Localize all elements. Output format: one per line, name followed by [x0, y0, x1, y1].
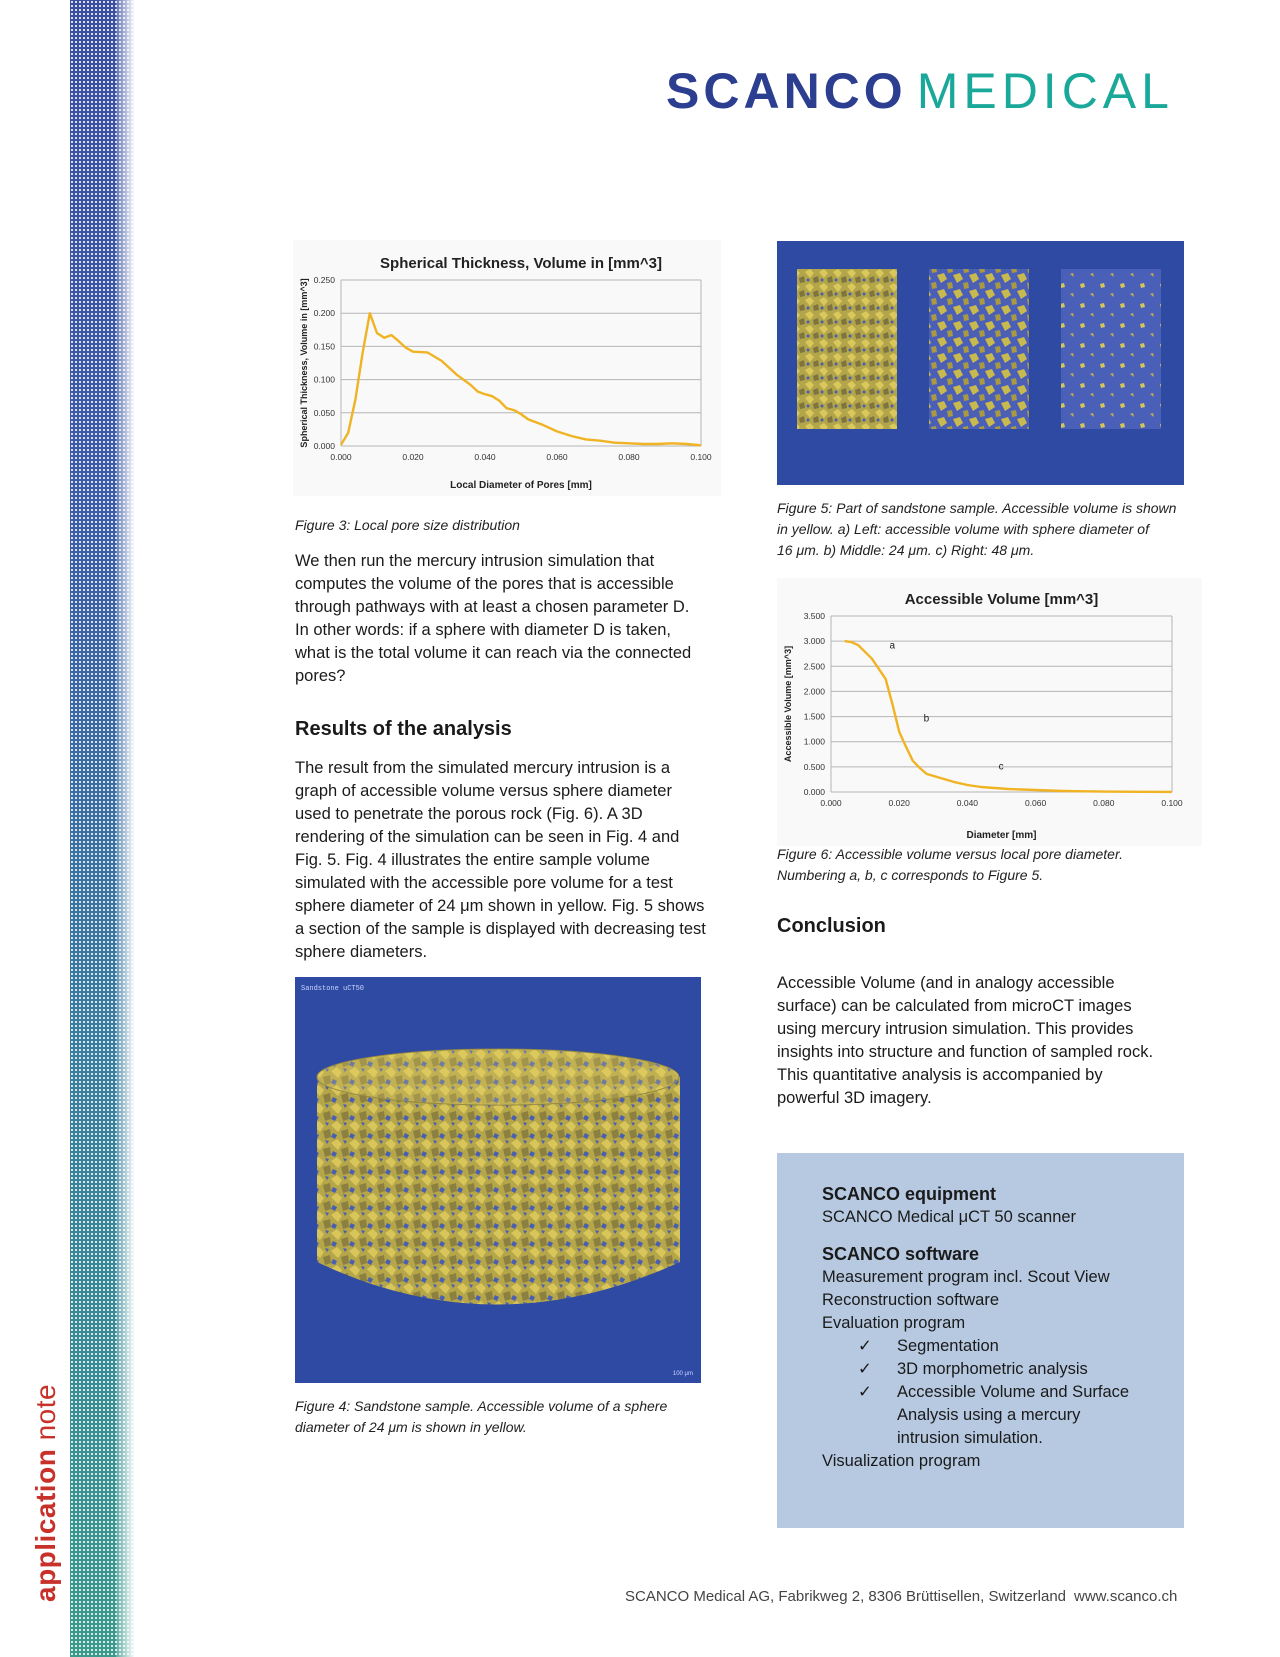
scanco-equipment-box	[777, 1153, 1184, 1528]
y-tick-label: 0.050	[313, 407, 335, 418]
checkmark-icon: ✓	[858, 1360, 872, 1378]
x-tick-label: 0.060	[1024, 798, 1047, 808]
footer-website-link[interactable]: www.scanco.ch	[1074, 1588, 1178, 1605]
checklist-text: Accessible Volume and Surface	[897, 1383, 1130, 1401]
checkmark-icon: ✓	[858, 1337, 872, 1355]
figure3-chart	[293, 240, 721, 496]
text-line: This quantitative analysis is accompanied by	[777, 1066, 1103, 1084]
results-heading: Results of the analysis	[295, 718, 512, 740]
chart-title: Spherical Thickness, Volume in [mm^3]	[380, 255, 662, 272]
x-tick-label: 0.040	[474, 452, 496, 462]
footer-address: SCANCO Medical AG, Fabrikweg 2, 8306 Brüttisellen, Switzerland	[625, 1588, 1067, 1605]
text-line: sphere diameters.	[295, 943, 428, 961]
y-tick-label: 0.100	[313, 374, 335, 385]
figure5-caption	[777, 498, 1176, 561]
x-tick-label: 0.020	[402, 452, 424, 462]
figure4-sandstone-render	[295, 977, 701, 1383]
annotation-label: a	[889, 640, 896, 652]
caption-line: Figure 4: Sandstone sample. Accessible volume of a sphere	[295, 1398, 668, 1414]
conclusion-heading: Conclusion	[777, 915, 886, 937]
x-tick-label: 0.060	[546, 452, 568, 462]
sandstone-cylinder-image	[295, 977, 701, 1383]
annotation-label: c	[998, 761, 1004, 773]
text-line: using mercury intrusion simulation. This provides	[777, 1020, 1134, 1038]
pore-size-chart-svg	[293, 240, 721, 496]
equipment-heading: SCANCO equipment	[822, 1184, 997, 1204]
text-line: Accessible Volume (and in analogy accessible	[777, 974, 1115, 992]
text-line: graph of accessible volume versus sphere diameter	[295, 782, 672, 800]
chart-title: Accessible Volume [mm^3]	[904, 591, 1099, 608]
conclusion-paragraph	[777, 972, 1197, 1110]
text-line: simulated with the accessible pore volume for a test	[295, 874, 673, 892]
checklist-text: 3D morphometric analysis	[897, 1360, 1088, 1378]
x-axis-label: Local Diameter of Pores [mm]	[450, 480, 592, 491]
application-note-label	[30, 1384, 62, 1602]
x-axis-label: Diameter [mm]	[966, 830, 1037, 841]
text-line: computes the volume of the pores that is accessible	[295, 575, 674, 593]
annotation-label: b	[923, 713, 930, 725]
scanner-name: SCANCO Medical μCT 50 scanner	[822, 1208, 1077, 1226]
y-tick-label: 0.000	[313, 441, 335, 451]
y-tick-label: 0.200	[313, 308, 335, 319]
checkmark-icon: ✓	[858, 1383, 872, 1401]
text-line: insights into structure and function of sampled rock.	[777, 1043, 1154, 1061]
checklist-item	[822, 1381, 1172, 1404]
sandstone-sections-image	[777, 241, 1184, 485]
text-line: We then run the mercury intrusion simulation that	[295, 552, 655, 570]
y-tick-label: 3.500	[803, 611, 825, 621]
y-tick-label: 1.500	[803, 711, 825, 722]
y-tick-label: 3.000	[803, 636, 825, 647]
caption-line: diameter of 24 μm is shown in yellow.	[295, 1419, 527, 1435]
y-tick-label: 0.150	[313, 341, 335, 352]
logo-word-medical: MEDICAL	[916, 63, 1174, 119]
render-overlay-label: Sandstone uCT50	[301, 985, 365, 993]
figure5-sandstone-sections	[777, 241, 1184, 485]
software-item: Evaluation program	[822, 1314, 966, 1332]
software-item: Reconstruction software	[822, 1291, 999, 1309]
y-tick-label: 0.000	[803, 787, 825, 797]
intro-paragraph	[295, 550, 735, 688]
x-tick-label: 0.080	[618, 452, 640, 462]
text-line: sphere diameter of 24 μm shown in yellow. Fig. 5 shows	[295, 897, 705, 915]
figure6-caption	[777, 844, 1123, 886]
checklist-continuation: Analysis using a mercury	[897, 1406, 1081, 1424]
checklist-text: Segmentation	[897, 1337, 999, 1355]
y-tick-label: 2.000	[803, 686, 825, 697]
note-label: note	[30, 1383, 61, 1441]
text-line: Fig. 5. Fig. 4 illustrates the entire sample volume	[295, 851, 650, 869]
text-line: used to penetrate the porous rock (Fig. 6). A 3D	[295, 805, 643, 823]
caption-line: Numbering a, b, c corresponds to Figure 5.	[777, 867, 1044, 883]
text-line: pores?	[295, 667, 346, 685]
text-line: The result from the simulated mercury intrusion is a	[295, 759, 671, 777]
accessible-volume-chart-svg	[777, 578, 1202, 846]
text-line: surface) can be calculated from microCT images	[777, 997, 1132, 1015]
text-line: through pathways with at least a chosen parameter D.	[295, 598, 690, 616]
y-tick-label: 0.250	[313, 275, 335, 285]
checklist-item	[822, 1358, 1172, 1381]
caption-line: 16 μm. b) Middle: 24 μm. c) Right: 48 μm.	[777, 542, 1035, 558]
text-line: powerful 3D imagery.	[777, 1089, 932, 1107]
figure6-chart	[777, 578, 1202, 846]
checklist-item	[822, 1335, 1172, 1358]
y-axis-label: Spherical Thickness, Volume in [mm^3]	[299, 278, 309, 448]
x-tick-label: 0.100	[690, 452, 712, 462]
y-axis-label: Accessible Volume [mm^3]	[783, 645, 793, 763]
software-item: Visualization program	[822, 1452, 981, 1470]
logo-word-scanco: SCANCO	[666, 63, 907, 119]
application-label: application	[30, 1448, 61, 1602]
scale-bar-label: 100 μm	[672, 1371, 693, 1377]
caption-line: in yellow. a) Left: accessible volume with sphere diameter of	[777, 521, 1149, 537]
x-tick-label: 0.000	[330, 452, 352, 462]
y-tick-label: 1.000	[803, 736, 825, 747]
caption-line: Figure 6: Accessible volume versus local pore diameter.	[777, 846, 1124, 862]
results-paragraph	[295, 757, 740, 964]
software-heading: SCANCO software	[822, 1244, 980, 1264]
text-line: what is the total volume it can reach via the connected	[295, 644, 692, 662]
x-tick-label: 0.100	[1161, 798, 1183, 808]
scanco-medical-logo	[666, 62, 1174, 120]
x-tick-label: 0.080	[1093, 798, 1115, 808]
x-tick-label: 0.000	[820, 798, 842, 808]
y-tick-label: 0.500	[803, 761, 825, 772]
caption-line: Figure 5: Part of sandstone sample. Accessible volume is shown	[777, 500, 1177, 516]
text-line: a section of the sample is displayed with decreasing test	[295, 920, 706, 938]
software-item: Measurement program incl. Scout View	[822, 1268, 1110, 1286]
figure4-caption	[295, 1396, 667, 1438]
text-line: rendering of the simulation can be seen in Fig. 4 and	[295, 828, 680, 846]
figure3-caption: Figure 3: Local pore size distribution	[295, 517, 520, 533]
checklist-continuation: intrusion simulation.	[897, 1429, 1043, 1447]
y-tick-label: 2.500	[803, 661, 825, 672]
x-tick-label: 0.020	[888, 798, 910, 808]
decorative-dot-strip	[70, 0, 134, 1657]
x-tick-label: 0.040	[956, 798, 979, 808]
text-line: In other words: if a sphere with diameter D is taken,	[295, 621, 672, 639]
